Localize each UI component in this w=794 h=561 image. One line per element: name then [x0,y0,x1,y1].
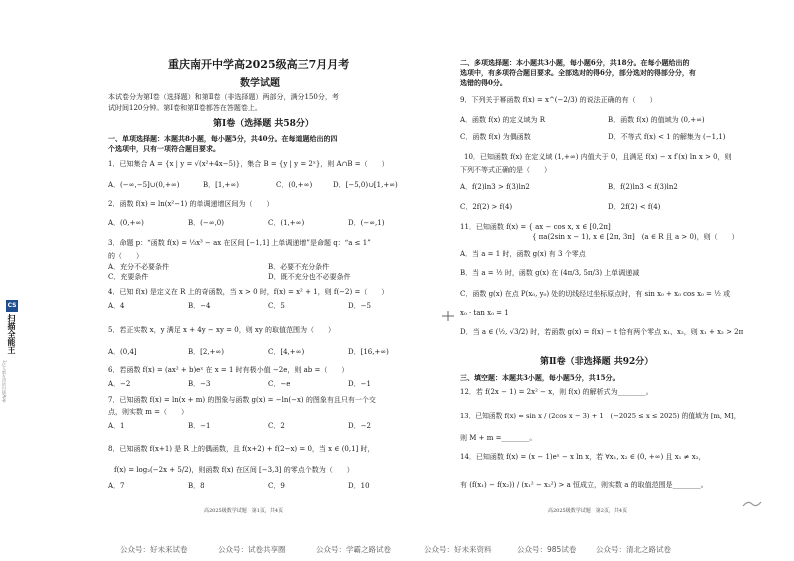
q10-option-a: A．f(2)ln3 > f(3)ln2 [460,183,530,191]
q2-option-c: C．(1,+∞) [268,219,305,227]
section2-heading-3: 选错的得0分。 [460,78,507,87]
q8-option-a: A．7 [108,482,125,490]
q1-option-a: A．(−∞,−5]∪(0,+∞) [108,181,180,189]
watermark-2: 公众号：试卷共享圈 [218,545,286,554]
question-14-line-2: 有 (f(x₁) − f(x₂)) / (x₁² − x₂²) > a 恒成立，则实数 a 的取值范围是________。 [460,481,708,489]
q6-option-a: A．−2 [108,380,131,388]
question-2: 2．函数 f(x) = ln(x²−1) 的单调递增区间为（ ） [108,200,274,208]
q8-option-b: B．8 [188,482,205,490]
section1-heading-2: 个选项中，只有一项符合题目要求。 [108,144,220,153]
question-6: 6．若函数 f(x) = (ax² + b)eˣ 在 x = 1 时有极小值 −2e，则 ab =（ ） [108,366,349,374]
q9-option-d: D．不等式 f(x) < 1 的解集为 (−1,1) [608,133,726,141]
section2-heading-1: 二、多项选择题：本小题共3小题，每小题6分，共18分。在每小题给出的 [460,58,690,67]
q10-option-c: C．2f(2) > f(4) [460,203,513,211]
part2-title: 第Ⅱ卷（非选择题 共92分） [540,357,654,367]
q5-option-a: A．(0,4] [108,348,137,356]
question-3-line-1: 3．命题 p：“函数 f(x) = ⅓x³ − ax 在区间 [−1,1] 上单调递增”是命题 q：“a ≤ 1” [108,239,371,247]
q5-option-b: B．[2,+∞) [188,348,224,356]
question-12: 12．若 f(2x − 1) = 2x² − x，则 f(x) 的解析式为________。 [460,388,653,396]
q6-option-b: B．−3 [188,380,211,388]
q5-option-d: D．[16,+∞) [348,348,389,356]
scanner-logo-mark: CS [6,300,18,312]
left-page [108,0,443,520]
q11-option-c-line-2: x₀ · tan x₀ = 1 [460,309,509,317]
q7-option-b: B．−1 [188,422,211,430]
question-5: 5．若正实数 x，y 满足 x + 4y − xy = 0，则 xy 的取值范围为（ ） [108,326,336,334]
q11-option-b: B．当 a = ½ 时，函数 g(x) 在 (4π/3, 5π/3) 上单调递减 [460,269,640,277]
q3-option-b: B．必要不充分条件 [268,263,330,271]
subject-title: 数学试题 [240,78,280,89]
q6-option-d: D．−1 [348,380,371,388]
right-page-footer: 高2025级数学试题 第2页，共4页 [548,508,628,514]
scribble-mark [742,498,762,510]
section2-heading-2: 选项中，有多项符合题目要求。全部选对的得6分，部分选对的得部分分，有 [460,68,696,77]
q9-option-c: C．函数 f(x) 为偶函数 [460,133,531,141]
question-14-line-1: 14．已知函数 f(x) = (x − 1)eˣ − x ln x，若 ∀x₁, x₂ ∈ (0, +∞) 且 x₁ ≠ x₂， [460,453,706,461]
q8-option-d: D．10 [348,482,370,490]
intro-line-2: 试时间120分钟。第Ⅰ卷和第Ⅱ卷都答在答题卷上。 [108,104,262,112]
scanner-logo-text: 扫描全能王 [7,314,16,354]
question-8-line-1: 8．已知函数 f(x+1) 是 R 上的偶函数，且 f(x+2) + f(2−x) = 0，当 x ∈ (0,1] 时， [108,445,375,453]
part1-title: 第Ⅰ卷（选择题 共58分） [213,119,314,129]
q6-option-c: C．−e [268,380,291,388]
q7-option-a: A．1 [108,422,125,430]
question-10-line-2: 下列不等式正确的是（ ） [460,166,551,174]
question-4: 4．已知 f(x) 是定义在 R 上的奇函数，当 x > 0 时，f(x) = x² + 1，则 f(−2) =（ ） [108,288,389,296]
q9-option-a: A．函数 f(x) 的定义域为 R [460,116,546,124]
q2-option-d: D．(−∞,1) [348,219,385,227]
watermark-bar [0,540,794,561]
q1-option-d: D．[−5,0)∪[1,+∞) [333,181,398,189]
right-page [450,0,750,520]
watermark-5: 公众号：985试卷 [517,545,577,554]
question-9: 9．下列关于幂函数 f(x) = x^(−2/3) 的说法正确的有（ ） [460,96,657,104]
section3-heading: 三、填空题：本题共3小题，每小题5分，共15分。 [460,373,620,382]
q11-option-d: D．当 a ∈ (½, √3/2) 时，若函数 g(x) = f(x) − t 恰有两个零点 x₁、x₂，则 x₁ + x₂ > 2π [460,328,744,336]
question-13-line-2: 则 M + m =________。 [460,434,537,442]
question-1: 1．已知集合 A = {x | y = √(x²+4x−5)}，集合 B = {y | y = 2ˣ}，则 A∩B =（ ） [108,160,389,168]
q7-option-c: C．2 [268,422,285,430]
watermark-6: 公众号：清北之路试卷 [596,545,671,554]
q3-option-c: C．充要条件 [108,273,149,281]
q10-option-d: D．2f(2) < f(4) [608,203,661,211]
question-7-line-2: 点，则实数 m =（ ） [108,408,188,416]
question-3-line-2: 的（ ） [108,252,143,260]
q4-option-a: A．4 [108,302,125,310]
q4-option-d: D．−5 [348,302,371,310]
exam-title: 重庆南开中学高2025级高三7月月考 [168,58,350,71]
q3-option-a: A．充分不必要条件 [108,263,170,271]
q11-option-c-line-1: C．函数 g(x) 在点 P(x₀, y₀) 处的切线经过坐标原点时，有 sin x₀ + x₀ cos x₀ = ½ 或 [460,290,731,298]
watermark-3: 公众号：学霸之路试卷 [316,545,391,554]
q10-option-b: B．f(2)ln3 < f(3)ln2 [608,183,678,191]
q4-option-b: B．−4 [188,302,211,310]
q3-option-d: D．既不充分也不必要条件 [268,273,351,281]
watermark-4: 公众号：好未来资料 [424,545,492,554]
watermark-1: 公众号：好未来试卷 [120,545,188,554]
q2-option-b: B．(−∞,0) [188,219,224,227]
question-11-line-1: 11．已知函数 f(x) = { ax − cos x, x ∈ [0,2π] [460,223,611,231]
q7-option-d: D．−2 [348,422,371,430]
q4-option-c: C．5 [268,302,285,310]
q2-option-a: A．(0,+∞) [108,219,144,227]
question-10-line-1: 10．已知函数 f(x) 在定义域 (1,+∞) 内值大于 0，且满足 f(x) − x f′(x) ln x > 0，则 [464,153,732,161]
intro-line-1: 本试卷分为第Ⅰ卷（选择题）和第Ⅱ卷（非选择题）两部分，满分150分，考 [108,93,339,101]
q8-option-c: C．9 [268,482,285,490]
scanner-logo [6,300,22,390]
section1-heading-1: 一、单项选择题：本题共8小题，每小题5分，共40分。在每道题给出的四 [108,134,338,143]
q9-option-b: B．函数 f(x) 的值域为 (0,+∞) [608,116,705,124]
q5-option-c: C．[4,+∞) [268,348,305,356]
q1-option-b: B．[1,+∞) [203,181,239,189]
fold-mark [440,310,456,322]
question-13-line-1: 13．已知函数 f(x) = sin x / (2cos x − 3) + 1 (−2025 ≤ x ≤ 2025) 的值域为 [m, M]， [460,412,741,420]
scanner-logo-small: 3亿人都在用的扫描App [2,360,7,403]
question-11-line-2: { πa(2sin x − 1), x ∈ [2π, 3π] (a ∈ R 且 a > 0)，则（ ） [532,233,739,241]
question-8-line-2: f(x) = log₂(−2x + 5/2)，则函数 f(x) 在区间 [−3,3] 的零点个数为（ ） [114,466,354,474]
q11-option-a: A．当 a = 1 时，函数 g(x) 有 3 个零点 [460,250,586,258]
left-page-footer: 高2025级数学试题 第1页，共4页 [204,508,284,514]
question-7-line-1: 7．已知函数 f(x) = ln(x + m) 的图象与函数 g(x) = −ln(−x) 的图象有且只有一个交 [108,396,376,404]
q1-option-c: C．(0,+∞) [276,181,313,189]
